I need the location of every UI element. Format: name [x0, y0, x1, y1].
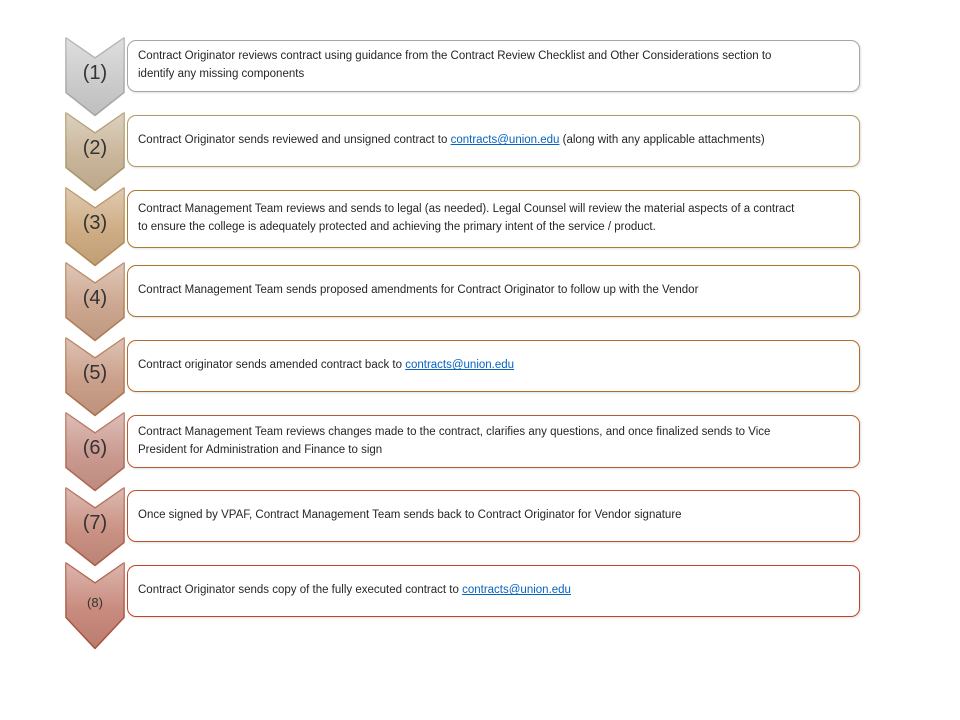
step-6-text-content: Contract Management Team reviews changes made to the contract, clarifies any questions, and once finalized sends to Vice President for Administration and Finance to sign [138, 425, 771, 456]
step-2-text-after: (along with any applicable attachments) [559, 134, 765, 147]
step-3-text-content: Contract Management Team reviews and sends to legal (as needed). Legal Counsel will review the material aspects of a contract to ensure the college is adequately protected and achieving the primary intent of the service / product. [138, 203, 795, 233]
step-8-text-content: Contract Originator sends copy of the fully executed contract to [138, 584, 463, 597]
step-5-chevron [65, 337, 125, 417]
step-4-text-content: Contract Management Team sends proposed amendments for Contract Originator to follow up with the Vendor [138, 284, 699, 297]
step-8-box [127, 565, 860, 617]
step-8-text [128, 582, 629, 600]
step-4-chevron [65, 262, 125, 342]
step-6-text [128, 424, 859, 460]
step-5-text-content: Contract originator sends amended contract back to [138, 359, 406, 372]
step-2-text-content: Contract Originator sends reviewed and unsigned contract to [138, 134, 451, 147]
step-1-box [127, 40, 860, 92]
step-1-chevron [65, 37, 125, 117]
step-5-box [127, 340, 860, 392]
step-2-text [128, 132, 823, 150]
step-7-box [127, 490, 860, 542]
step-7-number: (7) [82, 512, 108, 534]
step-3-chevron [65, 187, 125, 267]
email-link[interactable]: contracts@union.edu [405, 359, 515, 372]
step-1-text-content: Contract Originator reviews contract using guidance from the Contract Review Checklist and Other Considerations section to identify any missing components [138, 50, 772, 80]
step-7-text [128, 507, 740, 525]
step-4-text [128, 282, 756, 300]
step-2-box [127, 115, 860, 167]
step-4-number: (4) [82, 287, 108, 309]
step-8-chevron [65, 562, 125, 650]
step-4-box [127, 265, 860, 317]
step-3-box [127, 190, 860, 248]
step-1-number: (1) [82, 62, 108, 84]
email-link[interactable]: contracts@union.edu [462, 584, 571, 597]
step-6-chevron [65, 412, 125, 492]
step-5-text [128, 357, 572, 375]
email-link[interactable]: contracts@union.edu [450, 134, 560, 147]
step-3-text [128, 201, 859, 237]
step-2-number: (2) [82, 137, 108, 159]
step-6-number: (6) [82, 437, 108, 459]
step-8-number: (8) [87, 595, 103, 610]
step-7-chevron [65, 487, 125, 567]
step-2-chevron [65, 112, 125, 192]
step-7-text-content: Once signed by VPAF, Contract Management Team sends back to Contract Originator for Vendor signature [138, 509, 682, 522]
step-6-box [127, 415, 860, 468]
step-3-number: (3) [82, 212, 108, 234]
step-1-text [128, 48, 859, 84]
step-5-number: (5) [82, 362, 108, 384]
